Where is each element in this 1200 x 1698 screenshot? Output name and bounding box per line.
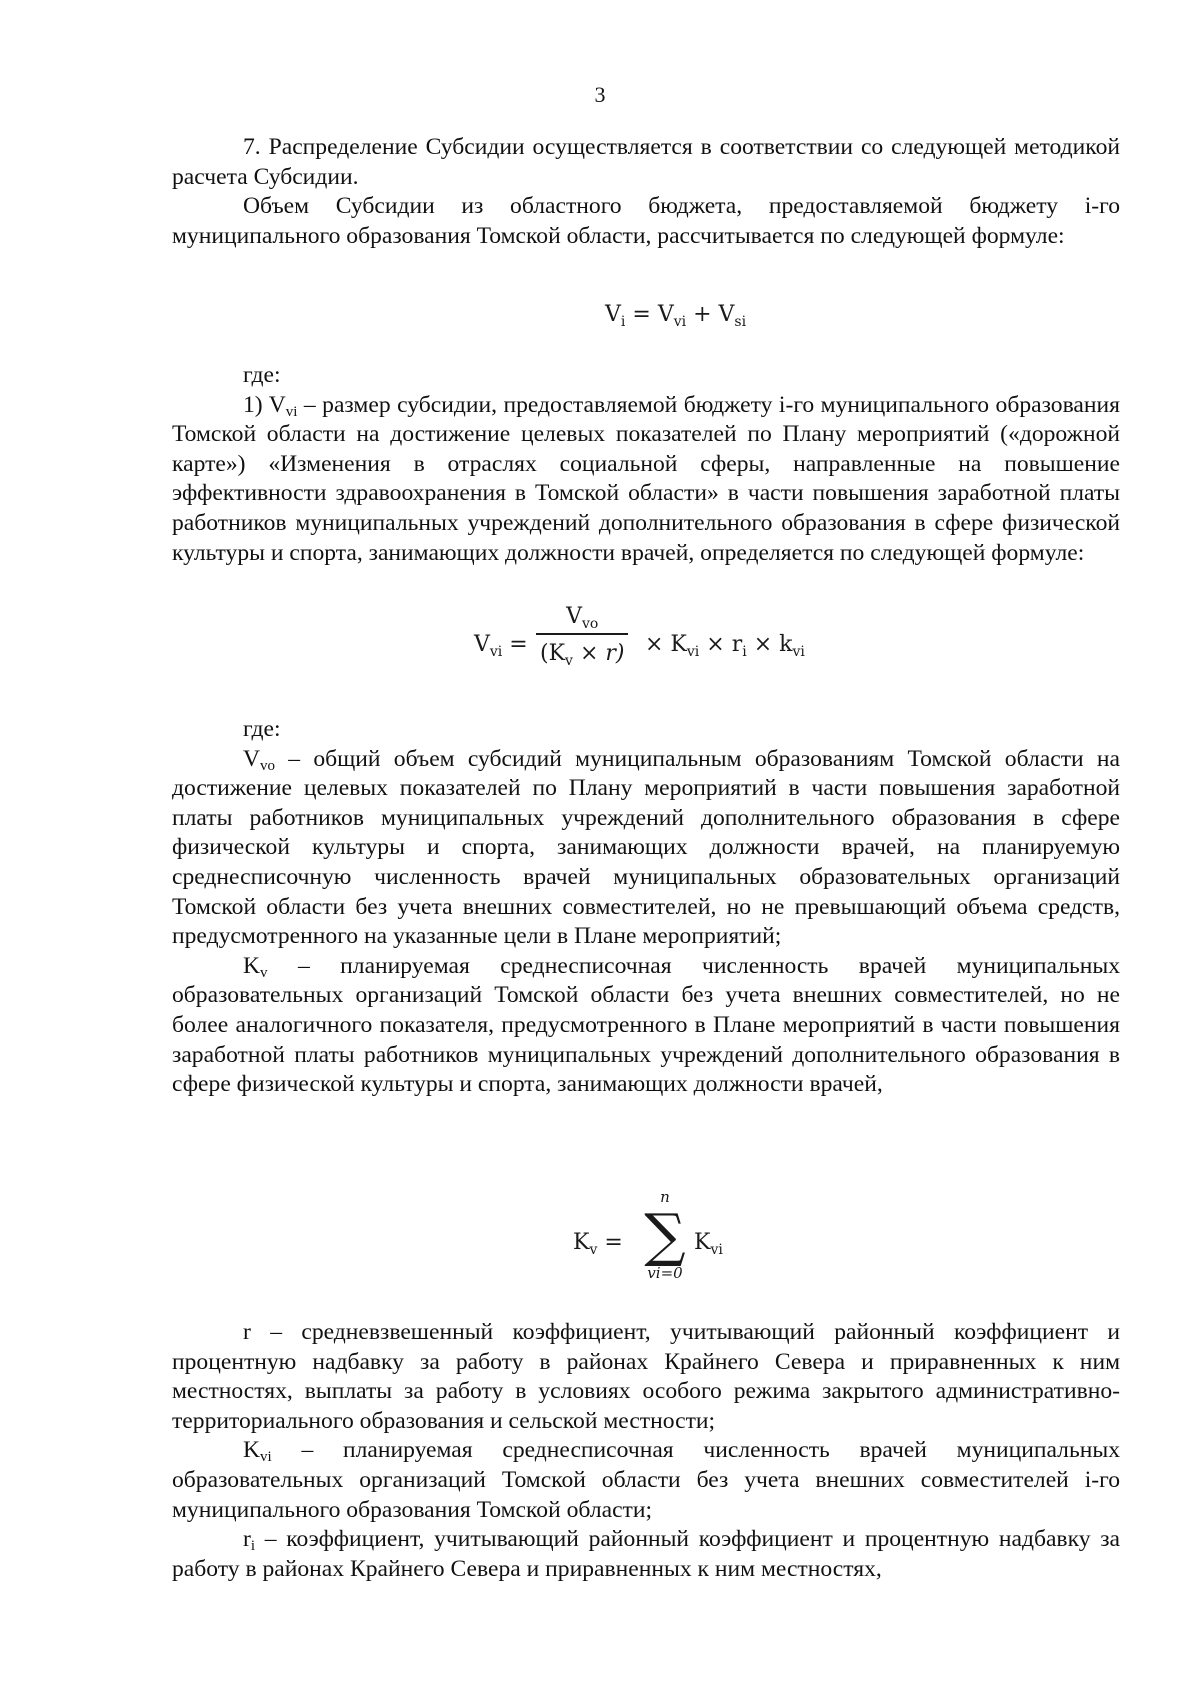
definitions-block (172, 715, 1120, 1100)
fraction-denominator: $(K_v \times r)$ (540, 640, 625, 669)
sum-term: $K_{vi}$ (694, 1230, 723, 1258)
formula-vi-lhs: V (605, 302, 621, 327)
formula-vi: $V_i = V_{vi} + V_{si}$ (605, 302, 747, 330)
formula-kv: $K_v$ = (573, 1230, 623, 1258)
formula-vvi-lhs: V (474, 632, 490, 657)
sigma-symbol: ∑ (644, 1201, 686, 1269)
sum-operator (640, 1188, 690, 1282)
definition-vvo: $V_{vo}$ – общий объем субсидий муниципальным образованиям Томской области на достижение целевых показателей по Плану мероприятий в части повышения заработной платы работников муниципальных учреждений дополнительного образования в сфере физической культуры и спорта, занимающих должности врачей, на планируемую среднесписочную численность врачей муниципальных образовательных организаций Томской области без учета внешних совместителей, но не превышающий объема средств, предусмотренного на указанные цели в Плане мероприятий; (172, 745, 1120, 950)
intro-block (172, 133, 1120, 251)
formula-vvi-fraction (536, 604, 628, 669)
where-label-1: где: (243, 362, 281, 388)
item-1: 1) $V_{vi}$ – размер субсидии, предоставляемой бюджету i-го муниципального образования Томской области на достижение целевых показателей по Плану мероприятий («дорожной карте») «Изменения в отраслях социальной сферы, направленные на повышение эффективности здравоохранения в Томской области» в части повышения заработной платы работников муниципальных учреждений дополнительного образования в сфере физической культуры и спорта, занимающих должности врачей, определяется по следующей формуле: (172, 391, 1120, 566)
sum-lower-limit: vi=0 (647, 1264, 683, 1282)
where-label-2: где: (243, 716, 281, 742)
formula-vvi: $V_{vi}$ = (474, 632, 528, 660)
definition-kvi: $K_{vi}$ – планируемая среднесписочная численность врачей муниципальных образовательных организаций Томской области без учета внешних совместителей i-го муниципального образования Томской области; (172, 1437, 1120, 1523)
fraction-bar (536, 633, 628, 635)
definition-ri: $r_i$ – коэффициент, учитывающий районный коэффициент и процентную надбавку за работу в районах Крайнего Севера и приравненных к ним местностях, (172, 1526, 1120, 1582)
coefficients-block (172, 1318, 1120, 1584)
sum-upper-limit: n (660, 1188, 670, 1206)
paragraph-7: 7. Распределение Субсидии осуществляется в соответствии со следующей методикой расчета Субсидии. (172, 134, 1120, 190)
page-number: 3 (594, 82, 606, 107)
definition-r: r – средневзвешенный коэффициент, учитывающий районный коэффициент и процентную надбавку за работу в районах Крайнего Севера и приравненных к ним местностях, выплаты за работу в условиях особого режима закрытого административно-территориального образования и сельской местности; (172, 1319, 1120, 1434)
formula-vvi-factors: × $K_{vi} \times r_i \times k_{vi}$ (645, 632, 805, 660)
definition-kv: $K_v$ – планируемая среднесписочная численность врачей муниципальных образовательных организаций Томской области без учета внешних совместителей, но не более аналогичного показателя, предусмотренного в Плане мероприятий в части повышения заработной платы работников муниципальных учреждений дополнительного образования в сфере физической культуры и спорта, занимающих должности врачей, (172, 952, 1120, 1098)
fraction-numerator: $V_{vo}$ (566, 604, 599, 632)
item1-block (172, 361, 1120, 568)
paragraph-volume: Объем Субсидии из областного бюджета, предоставляемой бюджету i-го муниципального образования Томской области, рассчитывается по следующей формуле: (172, 193, 1120, 249)
